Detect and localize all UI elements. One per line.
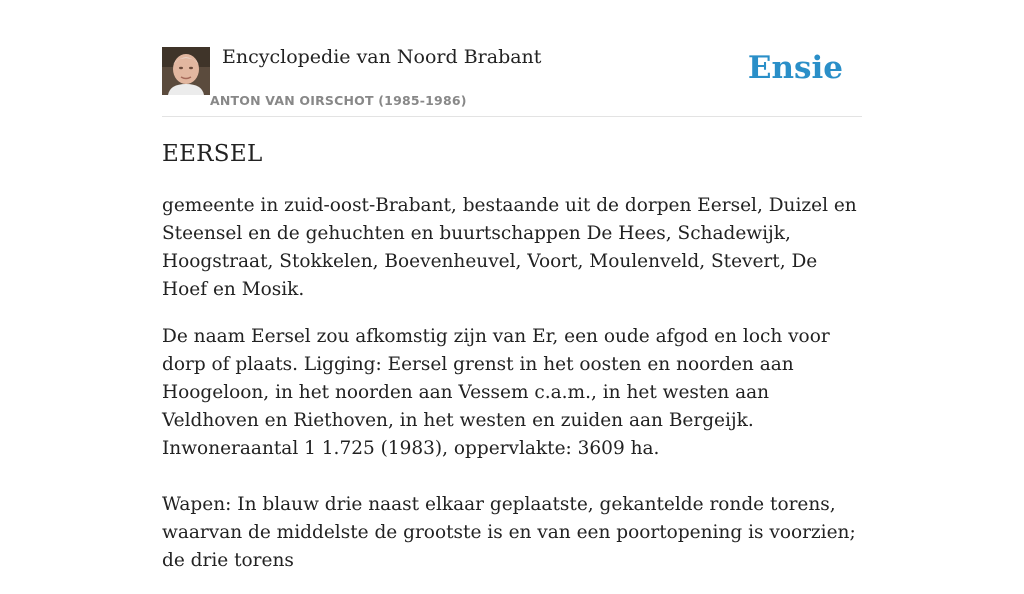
source-title[interactable]: Encyclopedie van Noord Brabant bbox=[222, 46, 542, 68]
article-paragraph: gemeente in zuid-oost-Brabant, bestaande uit de dorpen Eersel, Duizel en Steensel en de gehuchten en buurtschappen De Hees, Schadewijk, Hoogstraat, Stokkelen, Boevenheuvel, Voort, Moulenveld, Stevert, De Hoef en Mosik. bbox=[162, 195, 857, 300]
entry-title: EERSEL bbox=[162, 141, 263, 167]
article-paragraph: De naam Eersel zou afkomstig zijn van Er, een oude afgod en loch voor dorp of plaats. Ligging: Eersel grenst in het oosten en noorden aan Hoogeloon, in het noorden aan Vessem c.a.m., in het westen aan Veldhoven en Riethoven, in het westen en zuiden aan Bergeijk. Inwoneraantal 1 1.725 (1983), oppervlakte: 3609 ha. bbox=[162, 326, 830, 459]
article bbox=[162, 136, 862, 594]
article-paragraph: Wapen: In blauw drie naast elkaar geplaatste, gekantelde ronde torens, waarvan de middelste de grootste is en van een poortopening is voorzien; de drie torens bbox=[162, 494, 856, 571]
author-avatar[interactable] bbox=[162, 47, 210, 95]
ensie-logo[interactable]: Ensie bbox=[747, 50, 843, 86]
author-name[interactable]: ANTON VAN OIRSCHOT (1985-1986) bbox=[210, 93, 467, 108]
author-portrait-icon bbox=[162, 47, 210, 95]
source-header bbox=[162, 46, 862, 117]
